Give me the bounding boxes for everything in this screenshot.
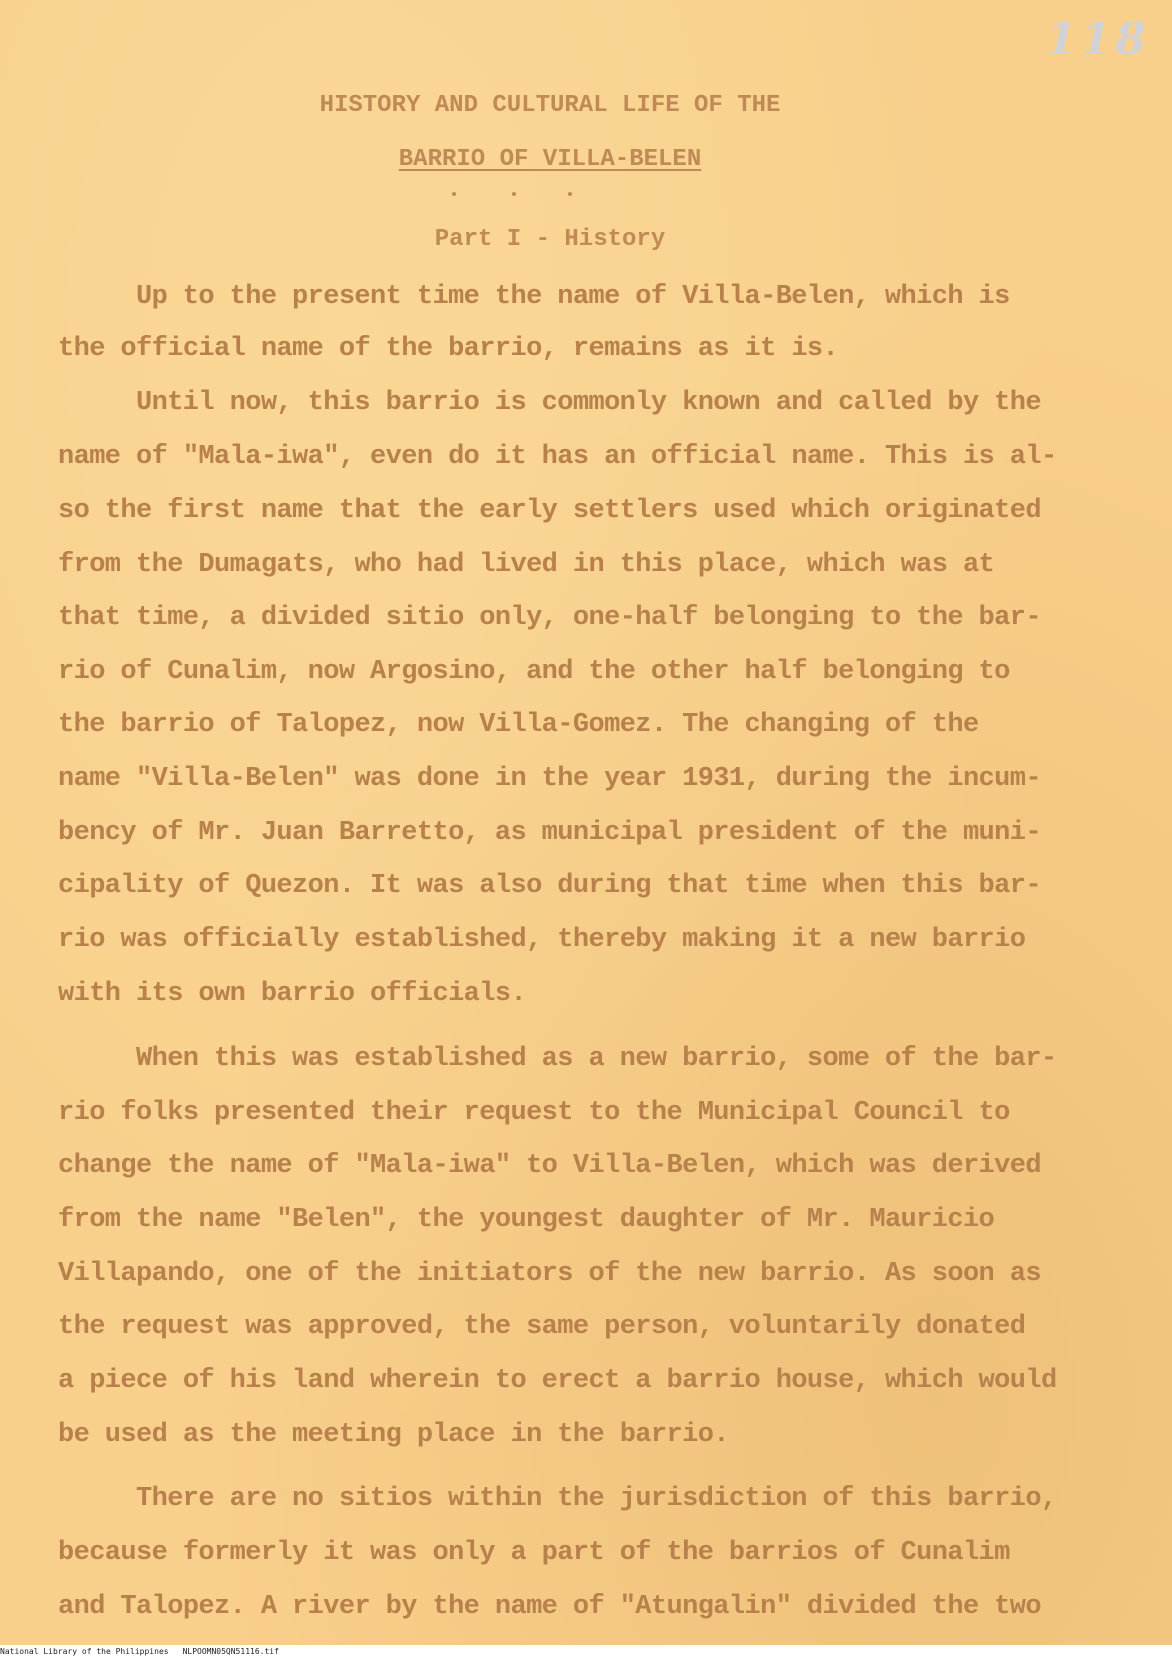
- text-line: name of "Mala-iwa", even do it has an official name. This is al-: [58, 442, 1057, 472]
- text-line: cipality of Quezon. It was also during that time when this bar-: [58, 871, 1041, 901]
- text-line: and Talopez. A river by the name of "Atungalin" divided the two: [58, 1592, 1041, 1622]
- document-title: HISTORY AND CULTURAL LIFE OF THE: [319, 92, 781, 119]
- ink-speck: [568, 192, 572, 196]
- file-id: NLPOOMN05QN51116.tif: [182, 1647, 279, 1656]
- text-line: When this was established as a new barrio, some of the bar-: [136, 1044, 1057, 1074]
- text-line: the official name of the barrio, remains as it is.: [58, 334, 839, 364]
- text-line: name "Villa-Belen" was done in the year 1931, during the incum-: [58, 764, 1041, 794]
- scan-caption: [0, 1646, 1172, 1658]
- text-line: change the name of "Mala-iwa" to Villa-Belen, which was derived: [58, 1151, 1041, 1181]
- text-line: because formerly it was only a part of the barrios of Cunalim: [58, 1538, 1010, 1568]
- library-credit: National Library of the Philippines: [0, 1647, 169, 1656]
- ink-speck: [512, 192, 516, 196]
- text-line: from the Dumagats, who had lived in this place, which was at: [58, 550, 995, 580]
- ink-speck: [452, 192, 456, 196]
- text-line: rio of Cunalim, now Argosino, and the other half belonging to: [58, 657, 1010, 687]
- text-line: rio folks presented their request to the Municipal Council to: [58, 1098, 1010, 1128]
- text-line: the request was approved, the same person, voluntarily donated: [58, 1312, 1026, 1342]
- document-subtitle: BARRIO OF VILLA-BELEN: [398, 146, 702, 173]
- text-line: with its own barrio officials.: [58, 979, 527, 1009]
- text-line: the barrio of Talopez, now Villa-Gomez. The changing of the: [58, 710, 979, 740]
- text-line: from the name "Belen", the youngest daughter of Mr. Mauricio: [58, 1205, 995, 1235]
- text-line: There are no sitios within the jurisdiction of this barrio,: [136, 1484, 1057, 1514]
- text-line: Until now, this barrio is commonly known and called by the: [136, 388, 1041, 418]
- page-number: 118: [1046, 14, 1150, 65]
- text-line: Up to the present time the name of Villa-Belen, which is: [136, 282, 1010, 312]
- text-line: bency of Mr. Juan Barretto, as municipal president of the muni-: [58, 818, 1041, 848]
- section-heading: Part I - History: [434, 226, 666, 253]
- text-line: a piece of his land wherein to erect a barrio house, which would: [58, 1366, 1057, 1396]
- text-line: so the first name that the early settlers used which originated: [58, 496, 1041, 526]
- text-line: that time, a divided sitio only, one-half belonging to the bar-: [58, 603, 1041, 633]
- text-line: rio was officially established, thereby making it a new barrio: [58, 925, 1026, 955]
- text-line: be used as the meeting place in the barrio.: [58, 1420, 729, 1450]
- text-line: Villapando, one of the initiators of the new barrio. As soon as: [58, 1259, 1041, 1289]
